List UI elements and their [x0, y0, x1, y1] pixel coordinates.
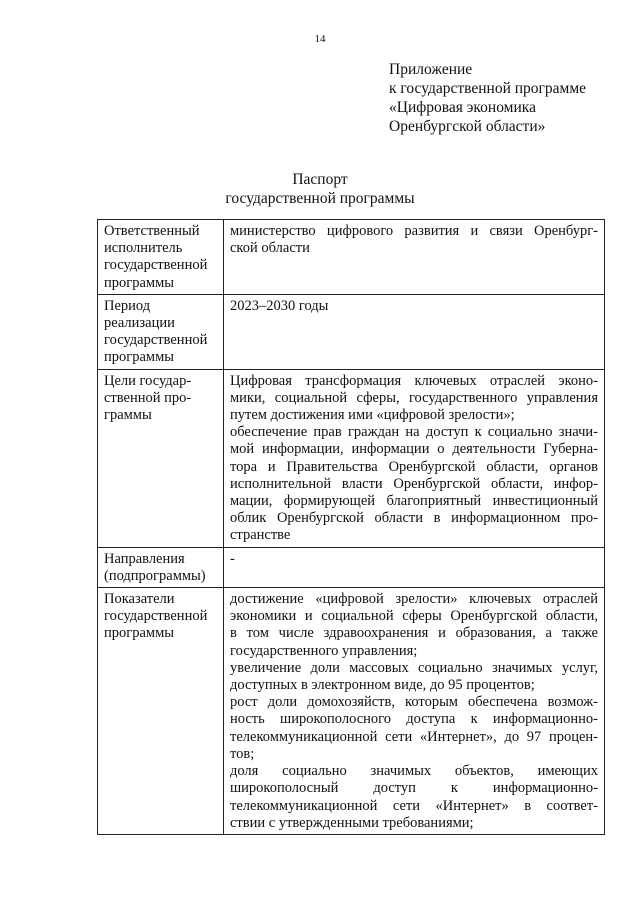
value-line: достижение «цифровой зрелости» ключевых отраслей: [230, 591, 598, 608]
table-row: [98, 220, 605, 295]
row-label: [98, 547, 224, 587]
table-row: [98, 369, 605, 547]
row-value: [224, 220, 605, 295]
label-line: реализации: [104, 315, 175, 332]
value-line: ствии с утвержденными требованиями;: [230, 814, 474, 831]
page-number: 14: [314, 33, 326, 45]
value-line: доля социально значимых объектов, имеющих: [230, 763, 598, 780]
label-line: Цели государ-: [104, 372, 192, 389]
value-line: министерство цифрового развития и связи Оренбург-: [230, 223, 598, 239]
value-line: рост доли домохозяйств, которым обеспечена возмож-: [230, 694, 598, 711]
label-line: исполнитель: [104, 240, 183, 257]
label-line: Показатели: [104, 591, 175, 608]
label-line: Ответственный: [104, 223, 200, 239]
value-line: в том числе здравоохранения и образования, а также: [230, 625, 598, 642]
table-row: [98, 588, 605, 835]
label-line: государственной: [104, 608, 208, 625]
appendix-line: к государственной программе: [389, 80, 587, 97]
value-line: исполнительной власти Оренбургской области, инфор-: [230, 475, 598, 492]
value-line: обеспечение прав граждан на доступ к социально значи-: [230, 424, 598, 441]
row-label: [98, 588, 224, 835]
value-line: ность широкополосного доступа к информационно-: [230, 711, 598, 728]
table-row: [98, 547, 605, 587]
appendix-line: Приложение: [389, 61, 473, 78]
appendix-note: [389, 60, 629, 136]
row-label: [98, 294, 224, 369]
label-line: Направления: [104, 550, 185, 567]
value-line: ской области: [230, 240, 310, 257]
label-line: государственной: [104, 332, 208, 349]
value-line: телекоммуникационной сети «Интернет», до 97 процен-: [230, 728, 598, 745]
passport-table: [97, 219, 605, 835]
value-line: облик Оренбургской области в информационном про-: [230, 510, 598, 527]
label-line: (подпрограммы): [104, 567, 206, 584]
title-line: государственной программы: [225, 190, 415, 207]
value-line: 2023–2030 годы: [230, 297, 329, 314]
label-line: программы: [104, 349, 174, 366]
label-line: Период: [104, 297, 151, 314]
value-line: тора и Правительства Оренбургской области, органов: [230, 458, 598, 475]
value-line: странстве: [230, 527, 291, 544]
row-label: [98, 369, 224, 547]
value-line: экономики и социальной сферы Оренбургской области,: [230, 608, 598, 625]
value-line: мации, формирующей благоприятный инвестиционный: [230, 493, 598, 510]
value-line: телекоммуникационной сети «Интернет» в соответ-: [230, 797, 598, 814]
row-value: [224, 294, 605, 369]
row-value: [224, 369, 605, 547]
appendix-line: «Цифровая экономика: [389, 99, 536, 116]
value-line: мики, социальной сферы, государственного управления: [230, 389, 598, 406]
value-line: государственного управления;: [230, 642, 418, 659]
appendix-line: Оренбургской области»: [389, 118, 546, 135]
label-line: государственной: [104, 257, 208, 274]
label-line: программы: [104, 274, 174, 291]
label-line: программы: [104, 625, 174, 642]
value-line: доступных в электронном виде, до 95 процентов;: [230, 677, 535, 694]
label-line: ственной про-: [104, 389, 192, 406]
value-line: широкополосный доступ к информационно-: [230, 780, 598, 797]
value-line: мой информации, информации о деятельности Губерна-: [230, 441, 598, 458]
table-row: [98, 294, 605, 369]
row-value: [224, 588, 605, 835]
value-line: тов;: [230, 745, 255, 762]
value-line: путем достижения ими «цифровой зрелости»;: [230, 407, 515, 424]
label-line: граммы: [104, 407, 152, 424]
value-line: -: [230, 550, 235, 567]
value-line: увеличение доли массовых социально значимых услуг,: [230, 659, 598, 676]
title-line: Паспорт: [292, 171, 348, 188]
document-title: [0, 170, 640, 208]
value-line: Цифровая трансформация ключевых отраслей эконо-: [230, 372, 598, 389]
row-value: [224, 547, 605, 587]
row-label: [98, 220, 224, 295]
